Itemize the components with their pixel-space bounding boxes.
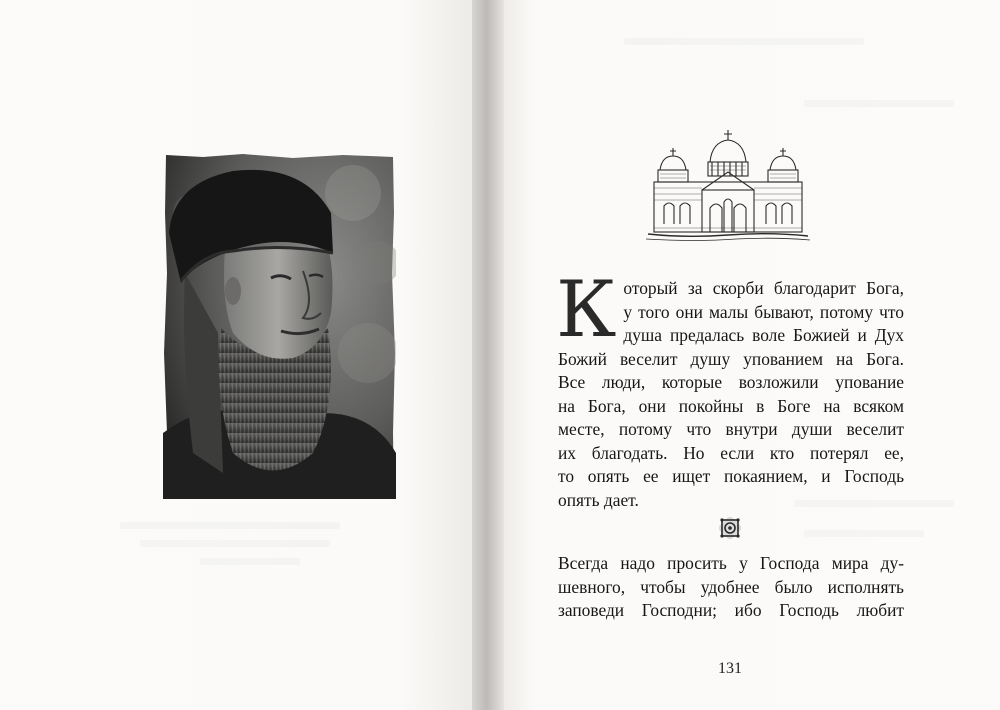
portrait-photo	[163, 153, 396, 499]
text-line: опять дает.	[558, 489, 639, 510]
paragraph-2	[558, 552, 904, 623]
ornament-icon	[719, 517, 741, 539]
text-line: оторый за скорби благодарит Бога,	[623, 278, 904, 298]
text-line: Всегда надо просить у Господа мира ду-	[558, 553, 904, 573]
left-page	[0, 0, 472, 710]
paragraph-1	[556, 265, 904, 512]
text-line: месте, потому что внутри души веселит	[558, 419, 904, 439]
text-line: Божий веселит душу упованием на Бога.	[558, 348, 904, 369]
text-line: шевного, чтобы удобнее было исполнять	[558, 576, 904, 597]
text-line: Все люди, которые возложили упование	[558, 372, 904, 392]
text-line: у того они малы бывают, потому что	[623, 301, 904, 322]
text-line: то опять ее ищет покаянием, и Господь	[558, 466, 904, 486]
text-line: их благодать. Но если кто потерял ее,	[558, 442, 904, 463]
page-number: 131	[718, 660, 742, 677]
church-engraving-icon	[646, 128, 810, 244]
text-line: душа предалась воле Божией и Дух	[623, 325, 904, 345]
text-line: на Бога, они покойны в Боге на всяком	[558, 395, 904, 416]
drop-cap: К	[556, 265, 617, 355]
text-line: заповеди Господни; ибо Господь любит	[558, 600, 904, 620]
book-gutter	[472, 0, 504, 710]
